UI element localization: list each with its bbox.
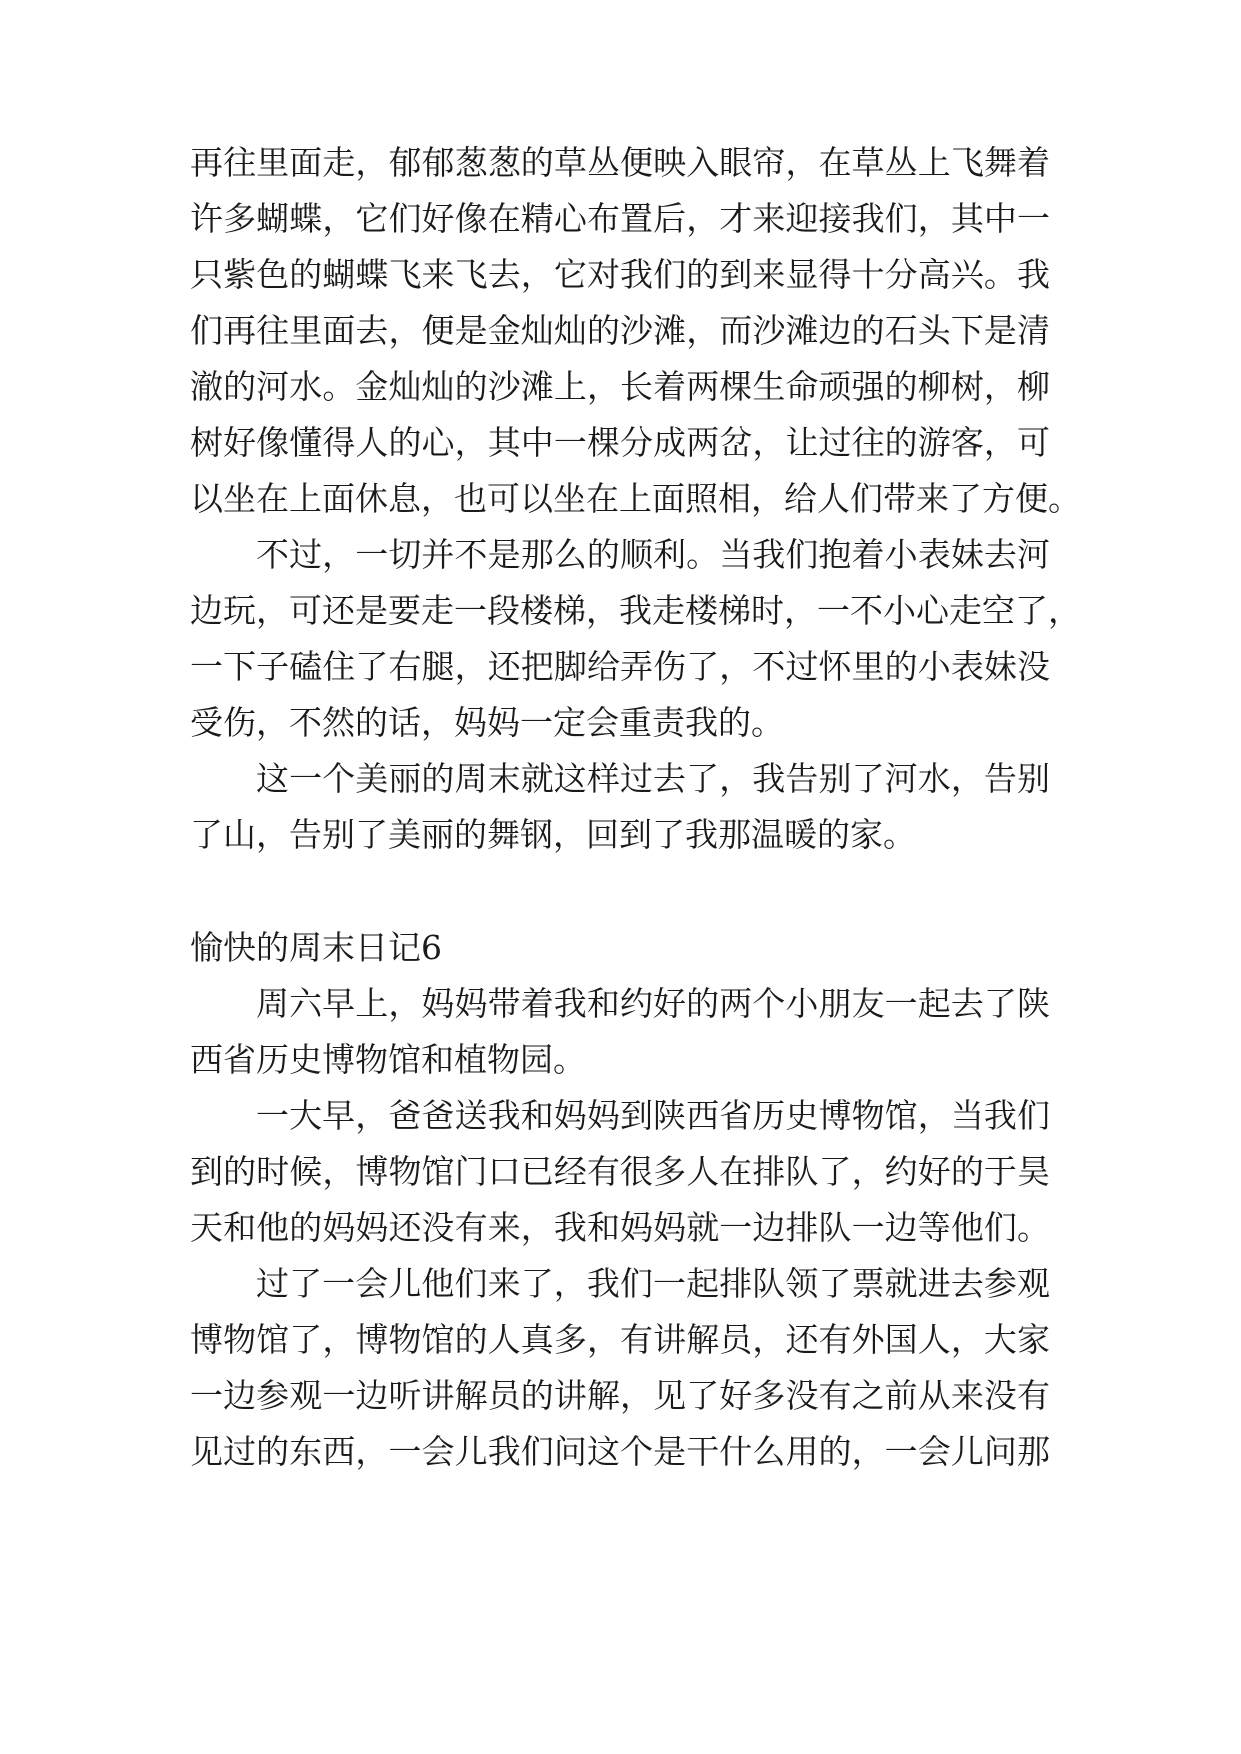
text-line: 受伤，不然的话，妈妈一定会重责我的。 xyxy=(190,703,784,742)
text-line: 博物馆了，博物馆的人真多，有讲解员，还有外国人，大家 xyxy=(190,1320,1050,1359)
text-line: 边玩，可还是要走一段楼梯，我走楼梯时，一不小心走空了， xyxy=(190,591,1081,630)
text-line: 天和他的妈妈还没有来，我和妈妈就一边排队一边等他们。 xyxy=(190,1208,1050,1247)
text-line: 许多蝴蝶，它们好像在精心布置后，才来迎接我们，其中一 xyxy=(190,199,1050,238)
paragraph-first-line: 过了一会儿他们来了，我们一起排队领了票就进去参观 xyxy=(256,1264,1050,1303)
text-line: 一下子磕住了右腿，还把脚给弄伤了，不过怀里的小表妹没 xyxy=(190,647,1050,686)
text-line: 到的时候，博物馆门口已经有很多人在排队了，约好的于昊 xyxy=(190,1152,1050,1191)
text-line: 西省历史博物馆和植物园。 xyxy=(190,1040,586,1079)
paragraph-first-line: 这一个美丽的周末就这样过去了，我告别了河水，告别 xyxy=(256,759,1050,798)
paragraph-first-line: 一大早，爸爸送我和妈妈到陕西省历史博物馆，当我们 xyxy=(256,1096,1050,1135)
text-line: 澈的河水。金灿灿的沙滩上，长着两棵生命顽强的柳树，柳 xyxy=(190,367,1050,406)
text-line: 树好像懂得人的心，其中一棵分成两岔，让过往的游客，可 xyxy=(190,423,1050,462)
text-line: 再往里面走，郁郁葱葱的草丛便映入眼帘，在草丛上飞舞着 xyxy=(190,143,1050,182)
paragraph-first-line: 不过，一切并不是那么的顺利。当我们抱着小表妹去河 xyxy=(256,535,1050,574)
text-line: 一边参观一边听讲解员的讲解，见了好多没有之前从来没有 xyxy=(190,1376,1050,1415)
section-heading: 愉快的周末日记6 xyxy=(190,928,442,967)
text-line: 们再往里面去，便是金灿灿的沙滩，而沙滩边的石头下是清 xyxy=(190,311,1050,350)
text-line: 只紫色的蝴蝶飞来飞去，它对我们的到来显得十分高兴。我 xyxy=(190,255,1050,294)
text-line: 见过的东西，一会儿我们问这个是干什么用的，一会儿问那 xyxy=(190,1432,1050,1471)
paragraph-first-line: 周六早上，妈妈带着我和约好的两个小朋友一起去了陕 xyxy=(256,984,1050,1023)
text-line: 以坐在上面休息，也可以坐在上面照相，给人们带来了方便。 xyxy=(190,479,1081,518)
text-line: 了山，告别了美丽的舞钢，回到了我那温暖的家。 xyxy=(190,815,916,854)
